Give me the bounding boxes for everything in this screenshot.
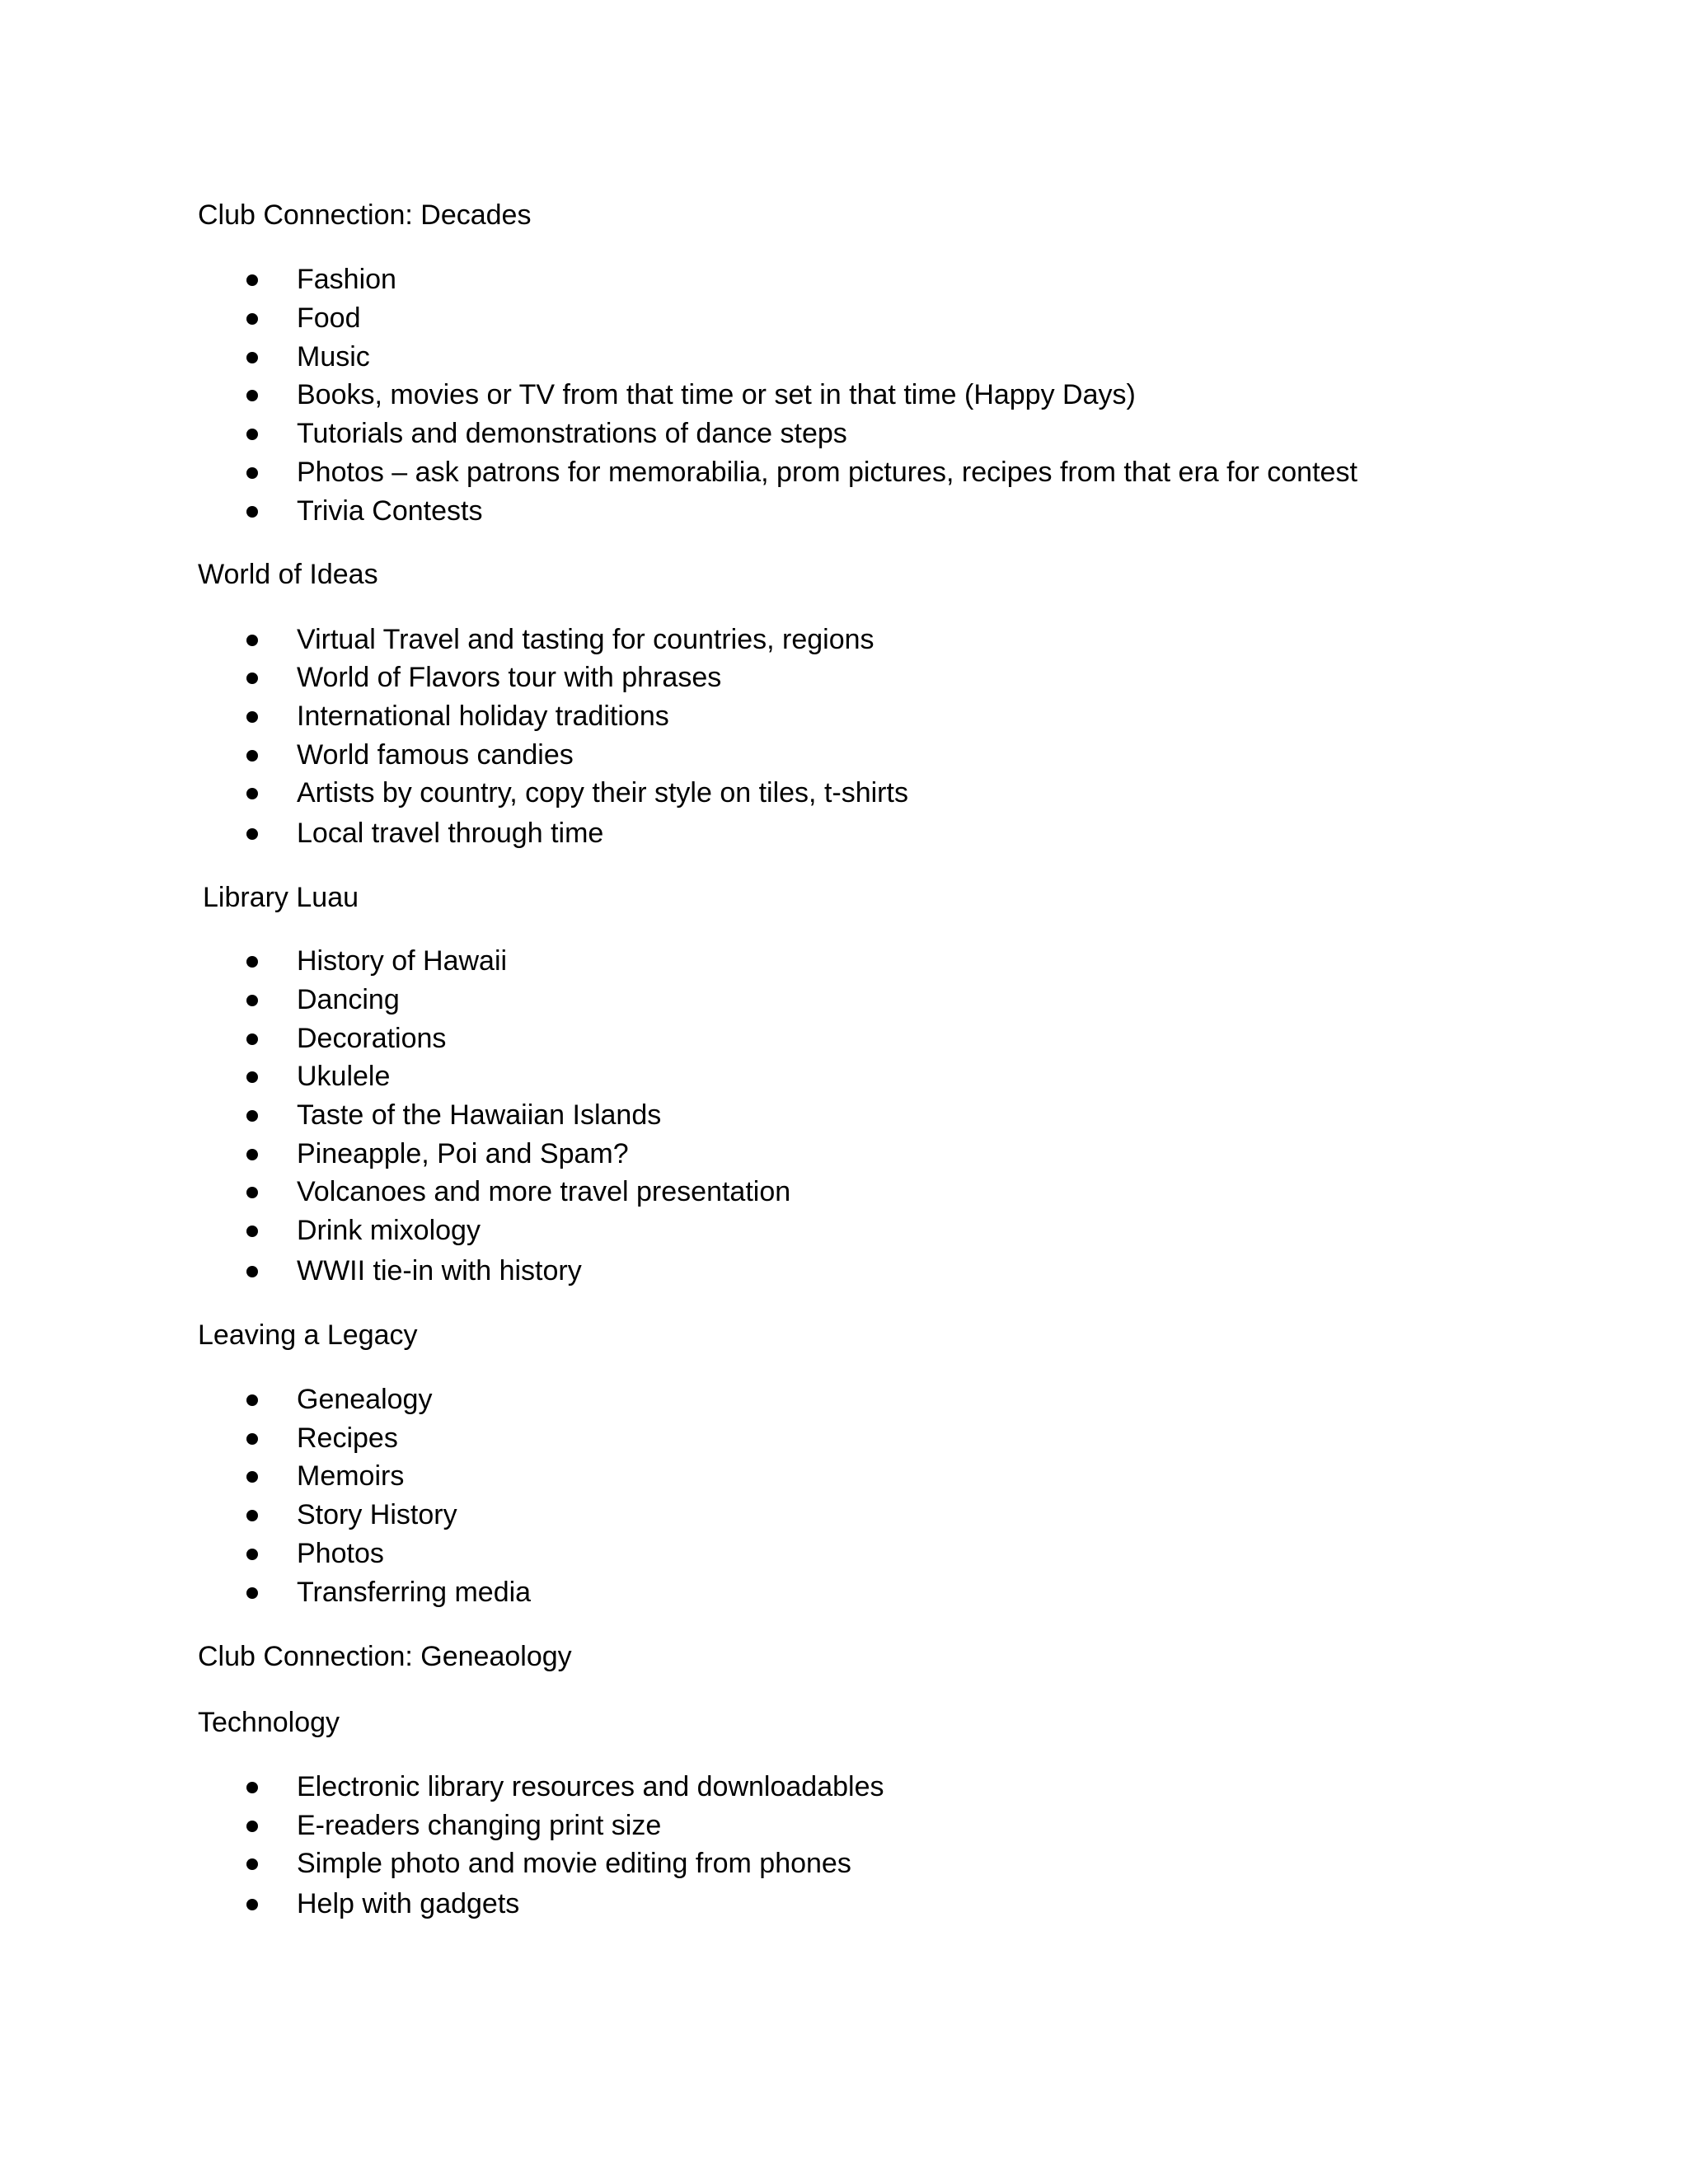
list-item-text: Virtual Travel and tasting for countries, regions — [297, 624, 874, 655]
bullet-icon — [246, 1782, 258, 1793]
list-item-text: World famous candies — [297, 739, 574, 771]
list-item-text: Ukulele — [297, 1061, 391, 1092]
list-item — [0, 623, 1688, 661]
bullet-icon — [246, 1433, 258, 1445]
list-item — [0, 1422, 1688, 1460]
list-item-text: E-readers changing print size — [297, 1810, 662, 1841]
list-item-text: Genealogy — [297, 1384, 433, 1415]
bullet-icon — [246, 995, 258, 1006]
list-item — [0, 1383, 1688, 1421]
bullet-icon — [246, 1471, 258, 1483]
section-heading: World of Ideas — [198, 559, 378, 590]
list-item — [0, 776, 1688, 814]
list-item-text: WWII tie-in with history — [297, 1255, 582, 1286]
section-heading: Club Connection: Geneaology — [198, 1641, 572, 1672]
bullet-icon — [246, 1110, 258, 1122]
list-item — [0, 944, 1688, 982]
bullet-icon — [246, 635, 258, 646]
list-item — [0, 378, 1688, 416]
list-item-text: Trivia Contests — [297, 495, 483, 527]
bullet-icon — [246, 1587, 258, 1599]
list-item — [0, 1022, 1688, 1060]
list-item-text: Food — [297, 302, 361, 334]
section-heading: Technology — [198, 1707, 340, 1738]
list-item — [0, 1137, 1688, 1175]
bullet-icon — [246, 788, 258, 799]
list-item — [0, 1537, 1688, 1575]
bullet-icon — [246, 1821, 258, 1832]
list-item — [0, 263, 1688, 301]
list-item — [0, 1887, 1688, 1925]
list-item-text: International holiday traditions — [297, 701, 669, 732]
list-item-text: Fashion — [297, 264, 396, 295]
bullet-icon — [246, 1510, 258, 1521]
list-item-text: Volcanoes and more travel presentation — [297, 1176, 791, 1207]
bullet-icon — [246, 390, 258, 401]
list-item — [0, 417, 1688, 455]
list-item-text: Drink mixology — [297, 1215, 481, 1246]
bullet-icon — [246, 750, 258, 762]
list-item — [0, 1576, 1688, 1614]
bullet-icon — [246, 673, 258, 684]
list-item-text: Local travel through time — [297, 818, 604, 849]
list-item — [0, 1847, 1688, 1885]
list-item-text: Books, movies or TV from that time or set in that time (Happy Days) — [297, 379, 1136, 410]
list-item-text: Music — [297, 341, 370, 373]
bullet-icon — [246, 1899, 258, 1910]
bullet-icon — [246, 1394, 258, 1406]
section-heading: Leaving a Legacy — [198, 1319, 418, 1351]
list-item-text: Pineapple, Poi and Spam? — [297, 1138, 629, 1169]
list-item — [0, 302, 1688, 340]
list-item — [0, 983, 1688, 1021]
bullet-icon — [246, 506, 258, 518]
list-item-text: Artists by country, copy their style on tiles, t-shirts — [297, 777, 908, 808]
list-item-text: Electronic library resources and downloadables — [297, 1771, 884, 1802]
bullet-icon — [246, 313, 258, 325]
bullet-icon — [246, 711, 258, 723]
list-item — [0, 1498, 1688, 1536]
list-item — [0, 340, 1688, 378]
list-item — [0, 661, 1688, 699]
list-item — [0, 1099, 1688, 1137]
list-item — [0, 1809, 1688, 1847]
bullet-icon — [246, 429, 258, 440]
list-item — [0, 1770, 1688, 1808]
list-item — [0, 1175, 1688, 1213]
list-item-text: Story History — [297, 1499, 457, 1530]
bullet-icon — [246, 274, 258, 286]
bullet-icon — [246, 1149, 258, 1160]
list-item-text: Memoirs — [297, 1460, 405, 1492]
bullet-icon — [246, 1187, 258, 1198]
list-item-text: World of Flavors tour with phrases — [297, 662, 722, 693]
bullet-icon — [246, 1226, 258, 1237]
section-heading: Library Luau — [203, 882, 359, 913]
list-item — [0, 1060, 1688, 1098]
list-item-text: Decorations — [297, 1023, 447, 1054]
bullet-icon — [246, 828, 258, 840]
list-item-text: Dancing — [297, 984, 400, 1015]
list-item — [0, 700, 1688, 738]
list-item — [0, 817, 1688, 855]
bullet-icon — [246, 1858, 258, 1870]
list-item — [0, 494, 1688, 532]
bullet-icon — [246, 1266, 258, 1277]
list-item-text: Transferring media — [297, 1577, 532, 1608]
list-item — [0, 1460, 1688, 1497]
list-item-text: Photos – ask patrons for memorabilia, prom pictures, recipes from that era for contest — [297, 457, 1357, 488]
bullet-icon — [246, 1033, 258, 1045]
list-item-text: Photos — [297, 1538, 384, 1569]
list-item — [0, 1214, 1688, 1252]
list-item-text: Taste of the Hawaiian Islands — [297, 1099, 662, 1131]
list-item-text: Help with gadgets — [297, 1888, 520, 1919]
bullet-icon — [246, 1549, 258, 1560]
section-heading: Club Connection: Decades — [198, 199, 532, 231]
list-item-text: Recipes — [297, 1422, 398, 1454]
bullet-icon — [246, 1071, 258, 1083]
list-item-text: Simple photo and movie editing from phones — [297, 1848, 851, 1879]
bullet-icon — [246, 467, 258, 479]
list-item-text: History of Hawaii — [297, 945, 508, 977]
list-item-text: Tutorials and demonstrations of dance steps — [297, 418, 847, 449]
bullet-icon — [246, 956, 258, 968]
list-item — [0, 1254, 1688, 1292]
list-item — [0, 738, 1688, 776]
list-item — [0, 456, 1688, 494]
bullet-icon — [246, 352, 258, 363]
